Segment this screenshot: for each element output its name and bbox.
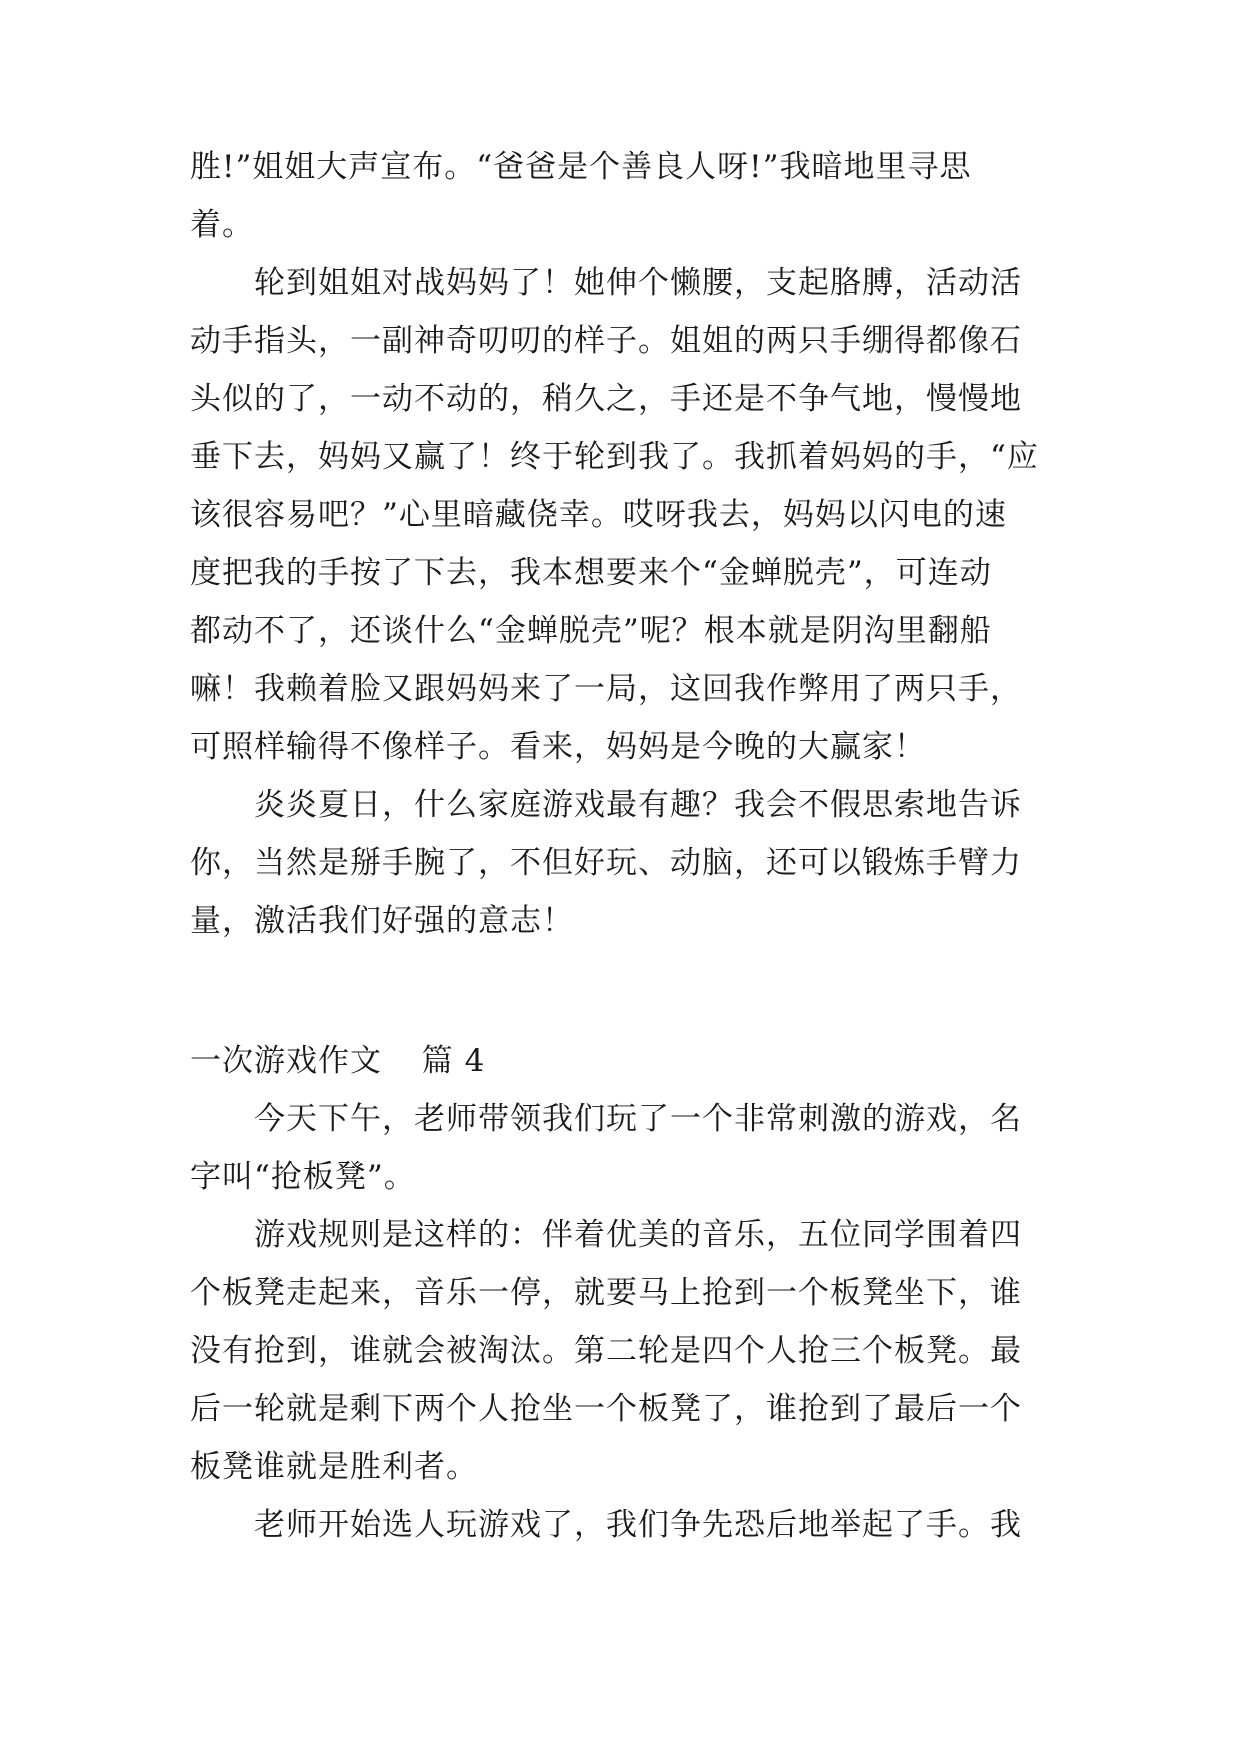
paragraph-start-line: 今天下午，老师带领我们玩了一个非常刺激的游戏，名 bbox=[254, 1101, 1022, 1137]
heading-title: 一次游戏作文 bbox=[190, 1043, 382, 1079]
text-line: 该很容易吧？”心里暗藏侥幸。哎呀我去，妈妈以闪电的速 bbox=[190, 497, 1007, 533]
essay-section-3-end bbox=[190, 138, 1050, 950]
essay-heading bbox=[190, 1032, 1050, 1090]
text-line: 后一轮就是剩下两个人抢坐一个板凳了，谁抢到了最后一个 bbox=[190, 1391, 1022, 1427]
text-line: 嘛！我赖着脸又跟妈妈来了一局，这回我作弊用了两只手， bbox=[190, 671, 1022, 707]
text-line: 个板凳走起来，音乐一停，就要马上抢到一个板凳坐下，谁 bbox=[190, 1275, 1022, 1311]
paragraph-start-line: 游戏规则是这样的：伴着优美的音乐，五位同学围着四 bbox=[254, 1217, 1022, 1253]
text-line: 动手指头，一副神奇叨叨的样子。姐姐的两只手绷得都像石 bbox=[190, 323, 1022, 359]
text-line: 都动不了，还谈什么“金蝉脱壳”呢？根本就是阴沟里翻船 bbox=[190, 613, 992, 649]
heading-chapter: 篇 4 bbox=[421, 1043, 486, 1079]
text-line: 你，当然是掰手腕了，不但好玩、动脑，还可以锻炼手臂力 bbox=[190, 845, 1022, 881]
text-line: 没有抢到，谁就会被淘汰。第二轮是四个人抢三个板凳。最 bbox=[190, 1333, 1022, 1369]
text-line: 可照样输得不像样子。看来，妈妈是今晚的大赢家！ bbox=[190, 729, 926, 765]
text-line: 字叫“抢板凳”。 bbox=[190, 1159, 416, 1195]
text-line: 着。 bbox=[190, 207, 254, 243]
paragraph-start-line: 轮到姐姐对战妈妈了！她伸个懒腰，支起胳膊，活动活 bbox=[254, 265, 1022, 301]
text-line: 头似的了，一动不动的，稍久之，手还是不争气地，慢慢地 bbox=[190, 381, 1022, 417]
text-line: 量，激活我们好强的意志！ bbox=[190, 903, 574, 939]
essay-section-4 bbox=[190, 1090, 1050, 1554]
paragraph-start-line: 老师开始选人玩游戏了，我们争先恐后地举起了手。我 bbox=[254, 1507, 1022, 1543]
paragraph-start-line: 炎炎夏日，什么家庭游戏最有趣？我会不假思索地告诉 bbox=[254, 787, 1022, 823]
text-line: 垂下去，妈妈又赢了！终于轮到我了。我抓着妈妈的手，“应 bbox=[190, 439, 1039, 475]
text-line: 板凳谁就是胜利者。 bbox=[190, 1449, 478, 1485]
text-line: 胜!”姐姐大声宣布。“爸爸是个善良人呀!”我暗地里寻思 bbox=[190, 149, 972, 185]
text-line: 度把我的手按了下去，我本想要来个“金蝉脱壳”，可连动 bbox=[190, 555, 992, 591]
